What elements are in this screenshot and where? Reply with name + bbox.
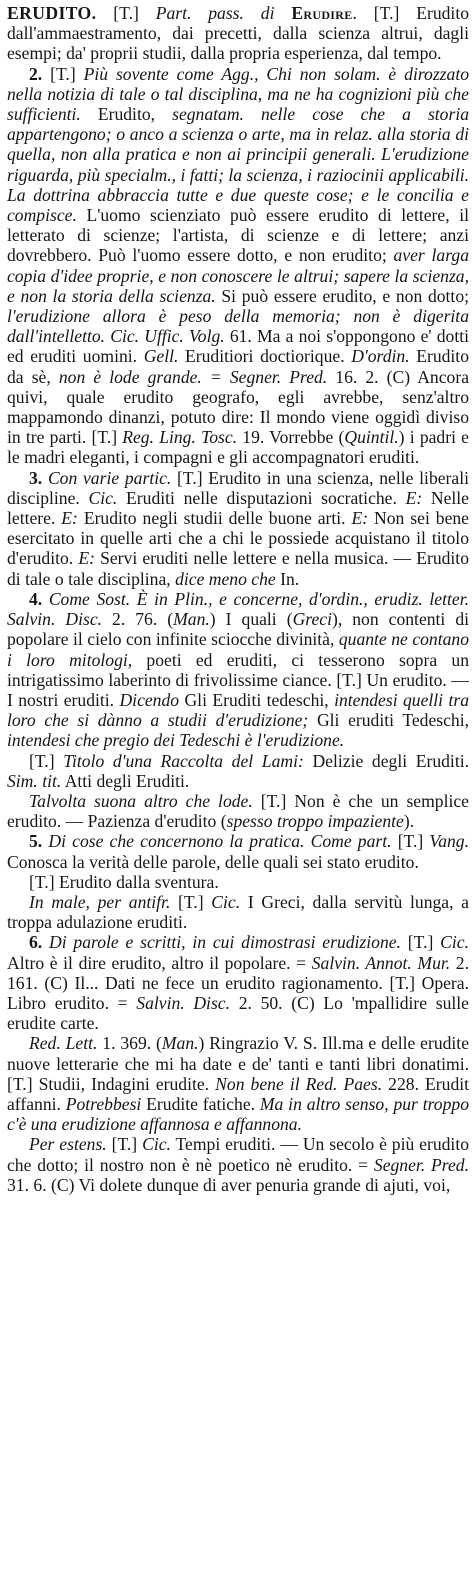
italic-text: Più sovente come Agg., Chi non solam. è dirozzato nella notizia di tale o tal disciplina, ma ne ha cognizioni più che sufficienti. <box>7 63 470 125</box>
italic-text: Di cose che concernono la pratica. Come part. <box>48 831 392 852</box>
text-run: In. <box>275 568 300 589</box>
text-run: ) i padri e le madri eleganti, i compagni e gli accompagnatori eruditi. <box>7 427 469 468</box>
text-run: Atti degli Eruditi. <box>61 770 190 791</box>
italic-text: Di parole e scritti, in cui dimostrasi erudizione. <box>49 932 401 953</box>
text-run: Erudite fatiche. <box>141 1093 260 1114</box>
text-run: L'uomo scienziato può essere erudito di lettere, il letterato di scienze; l'artista, di scienze e di lettere; anzi dovrebbero. Può l'uomo essere dotto, e non erudito; <box>7 205 469 266</box>
text-run: [T.] Erudito dalla sventura. <box>29 871 219 892</box>
italic-text: E: <box>351 508 369 529</box>
text-run: Erudito negli studii delle buone arti. <box>77 508 352 529</box>
text-run: 2. 161. (C) Il... Dati ne fece un erudito ragionamento. [T.] Opera. Libro erudito. = <box>7 952 469 1013</box>
italic-text: Cic. Uffic. Volg. <box>110 326 225 347</box>
italic-text: intendesi che pregio dei Tedeschi è l'erudizione. <box>7 730 345 751</box>
text-run: [T.] <box>391 831 430 852</box>
text-run: Conosca la verità delle parole, delle quali sei stato erudito. <box>7 851 419 872</box>
text-run: ), non contenti di popolare il cielo con infinite sciocche divinità, <box>7 609 470 650</box>
italic-text: Cic. <box>211 891 241 912</box>
italic-text: Salvin. Disc. <box>136 992 231 1013</box>
italic-text: D'ordin. <box>351 346 410 367</box>
text-run: Eruditi nelle disputazioni socratiche. <box>117 487 406 508</box>
italic-text: spesso troppo impaziente <box>226 811 404 832</box>
text-run: 16. 2. (C) Ancora quivi, quale erudito geografo, egli avrebbe, senz'altro mappamondo dinanzi, potuto dire: Il mondo viene oggidì diviso in tre parti. [T.] <box>7 366 470 448</box>
text-run: 61. Ma a noi s'oppongono e' dotti ed eruditi uomini. <box>7 326 469 367</box>
sense-number: 6. <box>29 932 43 953</box>
italic-text: l'erudizione allora è peso della memoria; non è digerita dall'intelletto. <box>7 306 469 347</box>
italic-text: Sim. tit. <box>7 770 62 791</box>
text-run: [T.] <box>400 932 441 953</box>
italic-text: Cic. <box>142 1134 171 1155</box>
sense-number: 2. <box>29 63 43 84</box>
italic-text: Ma in altro senso, pur troppo c'è una erudizione affannosa e affannona. <box>7 1093 469 1135</box>
entry-paragraph <box>7 791 469 831</box>
text-run: ). <box>403 811 415 832</box>
text-run: 31. 6. (C) Vi dolete dunque di aver penuria grande di ajuti, voi, <box>7 1174 451 1195</box>
entry-paragraph <box>7 932 469 1033</box>
text-run: Nelle lettere. <box>7 487 469 529</box>
italic-text: E: <box>405 487 423 508</box>
text-run: [T.] <box>29 750 64 771</box>
italic-text: Cic. <box>88 487 118 508</box>
text-run: Eruditiori doctiorique. <box>178 346 352 367</box>
entry-paragraph <box>7 468 469 589</box>
italic-text: Titolo d'una Raccolta del Lami: <box>63 750 304 771</box>
text-run: poeti ed eruditi, ci tesserono sopra un intrigatissimo laberinto di frivolissime ciance. [T.] Un erudito. — I nostri eruditi. <box>7 649 469 710</box>
italic-text: Man. <box>161 1033 199 1054</box>
text-run: Gli eruditi Tedeschi, <box>308 710 469 731</box>
text-run: Non sei bene esercitato in quelle arti che a chi le possiede acquistano il titolo d'erudito. <box>7 508 469 569</box>
italic-text: Non bene il Red. Paes. <box>215 1073 383 1094</box>
text-run: Si può essere erudito, e non dotto; <box>215 285 469 306</box>
text-run: [T.] Erudito in una scienza, nelle liberali discipline. <box>7 467 469 508</box>
headword: ERUDITO. <box>7 3 97 23</box>
italic-text: Segner. Pred. <box>373 1154 470 1175</box>
text-run: 2. 76. ( <box>102 609 174 630</box>
text-run: Altro è il dire erudito, altro il popolare. = <box>7 952 312 973</box>
entry-paragraph <box>7 831 469 871</box>
text-run: Tempi eruditi. — Un secolo è più erudito che dotto; il nostro non è nè poetico nè erudito. = <box>7 1134 470 1175</box>
sense-number: 3. <box>29 467 43 488</box>
entry-paragraph <box>7 872 469 892</box>
italic-text: Come Sost. È in Plin., e concerne, d'ordin., erudiz. letter. Salvin. Disc. <box>7 588 469 630</box>
sense-number: 4. <box>29 588 43 609</box>
italic-text: Quintil. <box>344 427 399 448</box>
italic-text: Greci <box>292 609 332 630</box>
text-run: Erudito da sè, <box>7 346 469 387</box>
text-run <box>42 589 49 609</box>
entry-paragraph <box>7 64 469 468</box>
text-run: Delizie degli Eruditi. <box>303 750 469 771</box>
text-run: 2. 50. (C) Lo 'mpallidire sulle erudite carte. <box>7 992 469 1034</box>
italic-text: Gell. <box>143 346 179 367</box>
italic-text: Vang. <box>429 831 470 852</box>
text-run: [T.] <box>170 891 212 912</box>
italic-text: Dicendo <box>119 689 180 710</box>
italic-text: segnatam. nelle cose che a storia appartengono; o anco a scienza o arte, ma in relaz. alla storia di quella, non alla pratica e non ai principii generali. L'erudizione riguarda, più specialm., i fatti; la scienza, i raziocinii applicabili. La dottrina abbraccia tutte e due queste cose; e le concilia e compisce. <box>7 104 470 226</box>
italic-text: aver larga copia d'idee proprie, e non conoscere le altrui; sapere la scienza, e non la storia della scienza. <box>7 245 470 306</box>
text-run: . [T.] Erudito dall'ammaestramento, dai precetti, dalla scienza altrui, dagli esempi; da' proprii studii, dalla propria esperienza, dal tempo. <box>7 3 470 64</box>
text-run: [T.] Non è che un semplice erudito. — Pazienza d'erudito ( <box>7 790 469 832</box>
text-run: Erudito, <box>80 104 173 125</box>
italic-text: Con varie partic. <box>47 467 172 488</box>
italic-text: Cic. <box>440 932 469 953</box>
entry-paragraph <box>7 1134 469 1195</box>
italic-text: E: <box>61 508 78 529</box>
cross-reference: Erudire <box>291 3 353 23</box>
italic-text: quante ne contano i loro mitologi, <box>7 629 470 670</box>
text-run: 19. Vorrebbe ( <box>237 427 345 448</box>
italic-text: Potrebbesi <box>65 1093 142 1114</box>
text-run: 1. 369. ( <box>97 1033 162 1054</box>
italic-text: dice meno che <box>175 568 276 589</box>
entry-paragraph <box>7 751 469 791</box>
entry-paragraph <box>7 892 469 932</box>
text-run: Servi eruditi nelle lettere e nella musica. — Erudito di tale o tale disciplina, <box>7 548 469 589</box>
italic-text: Part. pass. di <box>155 3 292 23</box>
entry-paragraph <box>7 1033 469 1134</box>
italic-text: Per estens. <box>29 1134 107 1155</box>
text-run: I Greci, dalla servitù lunga, a troppa adulazione eruditi. <box>7 891 469 933</box>
text-run: [T.] <box>96 3 156 23</box>
italic-text: In male, per antifr. <box>29 891 171 912</box>
text-run: [T.] <box>106 1134 143 1155</box>
italic-text: Talvolta suona altro che lode. <box>29 790 253 811</box>
entry-paragraph <box>7 3 469 64</box>
italic-text: intendesi quelli tra loro che si dànno a studii d'erudizione; <box>7 689 469 731</box>
text-run: [T.] <box>42 63 84 84</box>
italic-text: Salvin. Annot. Mur. <box>311 952 451 973</box>
text-run: Gli Eruditi tedeschi, <box>179 689 335 710</box>
italic-text: Reg. Ling. Tosc. <box>122 427 238 448</box>
text-run: ) I quali ( <box>209 609 293 630</box>
text-run <box>42 932 49 952</box>
text-run: 228. Erudit affanni. <box>7 1073 470 1114</box>
italic-text: non è lode grande. = Segner. Pred. <box>58 366 328 387</box>
italic-text: Red. Lett. <box>29 1033 98 1054</box>
sense-number: 5. <box>29 831 43 852</box>
entry-paragraph <box>7 589 469 751</box>
italic-text: E: <box>78 548 95 569</box>
text-run: ) Ringrazio V. S. Ill.ma e delle erudite nuove letterarie che mi ha date e de' tanti e tanti libri donatimi. [T.] Studii, Indagini erudite. <box>7 1033 469 1094</box>
italic-text: Man. <box>173 609 210 630</box>
